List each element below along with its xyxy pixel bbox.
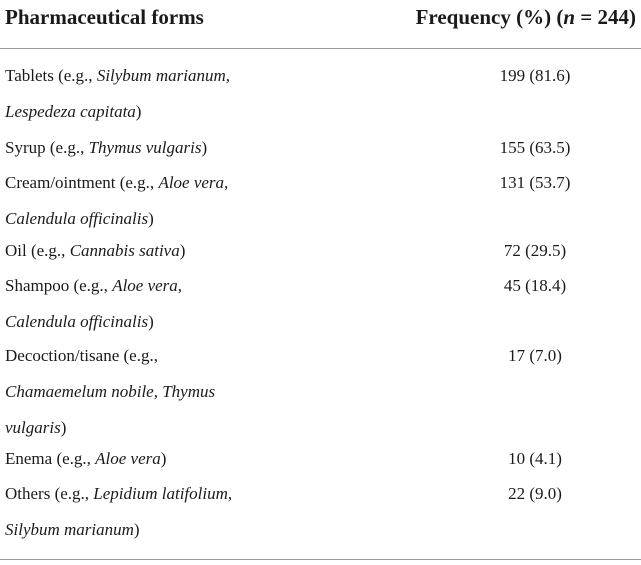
row-close-paren: ) — [160, 449, 167, 468]
row-close-paren: ) — [148, 312, 154, 331]
row-species: Lespedeza capitata — [5, 102, 136, 121]
header-divider — [0, 48, 641, 49]
row-line — [5, 512, 335, 548]
header-frequency-prefix: Frequency (%) ( — [415, 5, 564, 29]
row-description — [5, 476, 335, 548]
row-frequency: 72 (29.5) — [503, 241, 567, 260]
row-line — [5, 268, 335, 304]
header-frequency-n: n — [563, 5, 576, 29]
row-description — [5, 130, 335, 166]
row-close-paren: ) — [201, 138, 208, 157]
row-line — [5, 165, 335, 201]
header-pharmaceutical-forms: Pharmaceutical forms — [5, 5, 204, 29]
header-frequency-suffix: = 244) — [575, 5, 636, 29]
row-label: Decoction/tisane (e.g., — [5, 346, 158, 365]
row-species: Chamaemelum nobile, Thymus — [5, 382, 216, 401]
row-line — [5, 441, 335, 477]
row-frequency: 155 (63.5) — [499, 138, 571, 157]
row-description — [5, 268, 335, 340]
row-frequency: 199 (81.6) — [499, 66, 571, 85]
row-line — [5, 374, 335, 410]
row-label: Others (e.g., — [5, 484, 94, 503]
row-description — [5, 441, 335, 477]
row-species: Calendula officinalis — [5, 209, 149, 228]
row-species: vulgaris — [5, 418, 61, 437]
row-line — [5, 304, 335, 340]
row-line — [5, 233, 335, 269]
row-close-paren: ) — [60, 418, 67, 437]
row-species: Cannabis sativa — [69, 241, 180, 260]
row-species: Aloe vera, — [158, 173, 229, 192]
row-species: Thymus vulgaris — [88, 138, 202, 157]
row-species: Silybum marianum, — [96, 66, 230, 85]
row-close-paren: ) — [148, 209, 154, 228]
row-line — [5, 476, 335, 512]
row-description — [5, 233, 335, 269]
row-label: Shampoo (e.g., — [5, 276, 113, 295]
row-label: Oil (e.g., — [5, 241, 70, 260]
row-description — [5, 338, 335, 446]
row-close-paren: ) — [133, 520, 140, 539]
row-species: Aloe vera, — [112, 276, 183, 295]
row-close-paren: ) — [135, 102, 142, 121]
row-frequency: 10 (4.1) — [508, 449, 562, 468]
row-line — [5, 130, 335, 166]
row-close-paren: ) — [179, 241, 186, 260]
row-description — [5, 58, 335, 130]
row-label: Enema (e.g., — [5, 449, 96, 468]
row-label: Cream/ointment (e.g., — [5, 173, 159, 192]
row-line — [5, 201, 335, 237]
row-species: Calendula officinalis — [5, 312, 149, 331]
row-species: Lepidium latifolium, — [93, 484, 233, 503]
row-description — [5, 165, 335, 237]
row-line — [5, 94, 335, 130]
row-frequency: 22 (9.0) — [508, 484, 562, 503]
row-line — [5, 338, 335, 374]
row-label: Syrup (e.g., — [5, 138, 89, 157]
row-frequency: 17 (7.0) — [508, 346, 562, 365]
row-line — [5, 58, 335, 94]
row-species: Aloe vera — [95, 449, 161, 468]
row-species: Silybum marianum — [5, 520, 134, 539]
row-label: Tablets (e.g., — [5, 66, 97, 85]
header-frequency — [416, 5, 636, 30]
row-frequency: 131 (53.7) — [499, 173, 571, 192]
table-bottom-rule — [0, 559, 641, 560]
row-frequency: 45 (18.4) — [503, 276, 567, 295]
table-header — [0, 0, 641, 46]
